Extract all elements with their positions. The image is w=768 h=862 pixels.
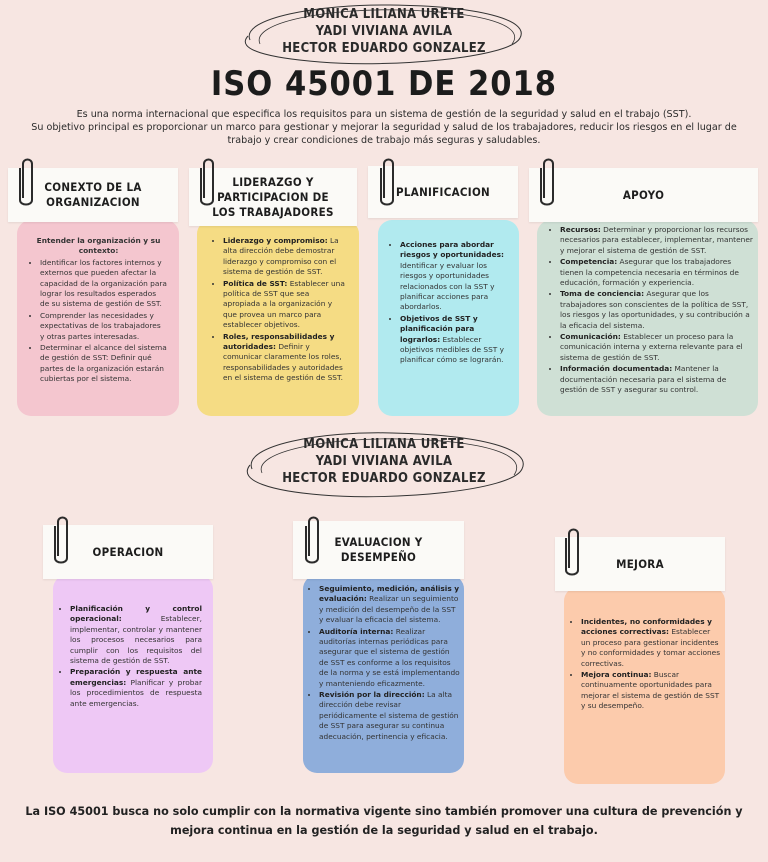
authors-middle — [0, 436, 768, 487]
list-item: • Determinar el alcance del sistema de gestión de SST: Definir qué partes de la organización estarán cubiertas por el sistema. — [40, 343, 167, 385]
list-item — [70, 667, 202, 709]
card-planificacion-title: PLANIFICACION — [368, 166, 518, 218]
card-operacion-body — [60, 604, 202, 710]
card-operacion-title: OPERACION — [43, 525, 213, 579]
author-name: YADI VIVIANA AVILA — [315, 24, 453, 39]
item-label: Mejora continua: — [581, 670, 652, 680]
item-text: Determinar y proporcionar los recursos necesarios para establecer, implementar, mantener y mejorar el sistema de gestión de SST. — [560, 225, 753, 255]
item-text: Establecer, implementar, controlar y mantener los procesos necesarios para cumplir con los requisitos del sistema de gestión de SST. — [70, 614, 202, 666]
list-item — [560, 225, 754, 256]
list-item — [223, 332, 348, 384]
list-item — [581, 670, 721, 712]
list-item — [70, 604, 202, 666]
authors-top — [0, 6, 768, 57]
intro-line: Su objetivo principal es proporcionar un marco para gestionar y mejorar la seguridad y salud de los trabajadores, reducir los riesgos en el lugar de trabajo y crear condiciones de trabajo más seguras y saludables. — [31, 122, 737, 146]
item-label: Toma de conciencia: — [560, 289, 645, 299]
item-text: Establecer objetivos medibles de SST y planificar cómo se lograrán. — [400, 334, 505, 365]
item-label: Competencia: — [560, 257, 618, 267]
paperclip-icon — [538, 154, 558, 208]
list-item — [560, 257, 754, 288]
list-item: • Comprender las necesidades y expectativas de los trabajadores y otras partes interesadas. — [40, 311, 167, 342]
author-name: MONICA LILIANA URETE — [303, 7, 465, 22]
list-item — [223, 236, 348, 278]
card-liderazgo-title: LIDERAZGO Y PARTICIPACION DE LOS TRABAJADORES — [189, 168, 357, 226]
intro-text — [20, 108, 748, 147]
item-label: Política de SST: — [223, 278, 288, 288]
card-evaluacion-title: EVALUACION Y DESEMPEÑO — [293, 521, 464, 579]
list-item — [560, 364, 754, 395]
list-item — [319, 584, 461, 626]
item-text: Asegurar que los trabajadores son conscientes de la política de SST, los riesgos y las oportunidades, y su contribución a la eficacia del sistema. — [560, 289, 750, 330]
card-evaluacion-body — [309, 584, 461, 743]
list-item — [560, 289, 754, 331]
item-label: Revisión por la dirección: — [319, 690, 425, 700]
item-text: Buscar continuamente oportunidades para mejorar el sistema de gestión de SST y su desempeño. — [581, 670, 720, 711]
author-name: HECTOR EDUARDO GONZALEZ — [282, 471, 486, 486]
author-name: YADI VIVIANA AVILA — [315, 454, 453, 469]
item-label: Seguimiento, medición, análisis y evaluación: — [319, 584, 460, 604]
list-item — [400, 314, 508, 366]
item-text: Establecer una política de SST que sea apropiada a la organización y que provea un marco para establecer objetivos. — [223, 278, 345, 330]
paperclip-icon — [378, 154, 398, 208]
item-label: Acciones para abordar riesgos y oportunidades: — [400, 240, 504, 260]
item-label: Información documentada: — [560, 364, 673, 374]
list-item: • Identificar los factores internos y externos que pueden afectar la capacidad de la organización para lograr los resultados esperados de su sistema de gestión de SST. — [40, 258, 167, 310]
paperclip-icon — [563, 524, 583, 578]
item-text: La alta dirección debe demostrar liderazgo y compromiso con el sistema de gestión de SST. — [223, 236, 339, 277]
card-planificacion-body — [390, 240, 508, 367]
list-item — [223, 279, 348, 331]
list-item — [319, 690, 461, 742]
item-label: Objetivos de SST y planificación para lograrlos: — [400, 313, 478, 344]
list-item — [560, 332, 754, 363]
paperclip-icon — [17, 154, 37, 208]
card-mejora-title: MEJORA — [555, 537, 725, 591]
page-title: ISO 45001 DE 2018 — [210, 64, 558, 104]
item-label: Liderazgo y compromiso: — [223, 236, 328, 245]
paperclip-icon — [52, 512, 72, 566]
paperclip-icon — [198, 154, 218, 208]
item-label: Planificación y control operacional: — [70, 604, 202, 624]
intro-line: Es una norma internacional que especifica los requisitos para un sistema de gestión de la seguridad y salud en el trabajo (SST). — [76, 109, 692, 120]
item-text: Establecer un proceso para gestionar incidentes y no conformidades y tomar acciones correctivas. — [581, 627, 721, 668]
card-apoyo-title: APOYO — [529, 168, 758, 222]
item-text: Realizar un seguimiento y medición del desempeño de la SST y evaluar la eficacia del sistema. — [319, 594, 459, 625]
list-item — [581, 617, 721, 669]
author-name: MONICA LILIANA URETE — [303, 437, 465, 452]
item-text: La alta dirección debe revisar periódicamente el sistema de gestión de SST para asegurar su continua adecuación, pertinencia y eficacia. — [319, 690, 459, 741]
card-liderazgo-body — [213, 236, 348, 385]
item-label: Roles, responsabilidades y autoridades: — [223, 331, 335, 352]
item-label: Auditoría interna: — [319, 626, 394, 636]
contexto-lead: Entender la organización y su contexto: — [36, 236, 161, 256]
card-contexto-body — [30, 236, 167, 386]
item-label: Comunicación: — [560, 332, 621, 342]
card-apoyo-body — [550, 225, 754, 397]
item-label: Incidentes, no conformidades y acciones correctivas: — [581, 617, 712, 637]
item-text: Identificar y evaluar los riesgos y oportunidades relacionados con la SST y planificar acciones para abordarlos. — [400, 260, 495, 312]
card-mejora-body — [571, 617, 721, 713]
item-text: Planificar y probar los procedimientos de respuesta ante emergencias. — [70, 677, 202, 708]
item-text: Mantener la documentación necesaria para el sistema de gestión de SST y asegurar su control. — [560, 364, 727, 395]
footer-text: La ISO 45001 busca no solo cumplir con la normativa vigente sino también promover una cultura de prevención y mejora continua en la gestión de la seguridad y salud en el trabajo. — [25, 805, 743, 837]
item-text: Realizar auditorías internas periódicas para asegurar que el sistema de gestión de SST es conforme a los requisitos de la norma y se está implementando y manteniendo eficazmente. — [319, 626, 460, 688]
author-name: HECTOR EDUARDO GONZALEZ — [282, 41, 486, 56]
item-text: Establecer un proceso para la comunicación interna y externa relevante para el sistema de gestión de SST. — [560, 332, 743, 362]
list-item — [319, 627, 461, 689]
list-item — [400, 240, 508, 313]
item-label: Preparación y respuesta ante emergencias: — [70, 667, 202, 687]
paperclip-icon — [303, 512, 323, 566]
item-text: Definir y comunicar claramente los roles, responsabilidades y autoridades en el sistema de gestión de SST. — [223, 342, 343, 383]
item-text: Asegurar que los trabajadores tienen la competencia necesaria en términos de educación, formación y experiencia. — [560, 257, 739, 288]
card-contexto-title: CONEXTO DE LA ORGANIZACION — [8, 168, 178, 222]
item-label: Recursos: — [560, 225, 601, 234]
